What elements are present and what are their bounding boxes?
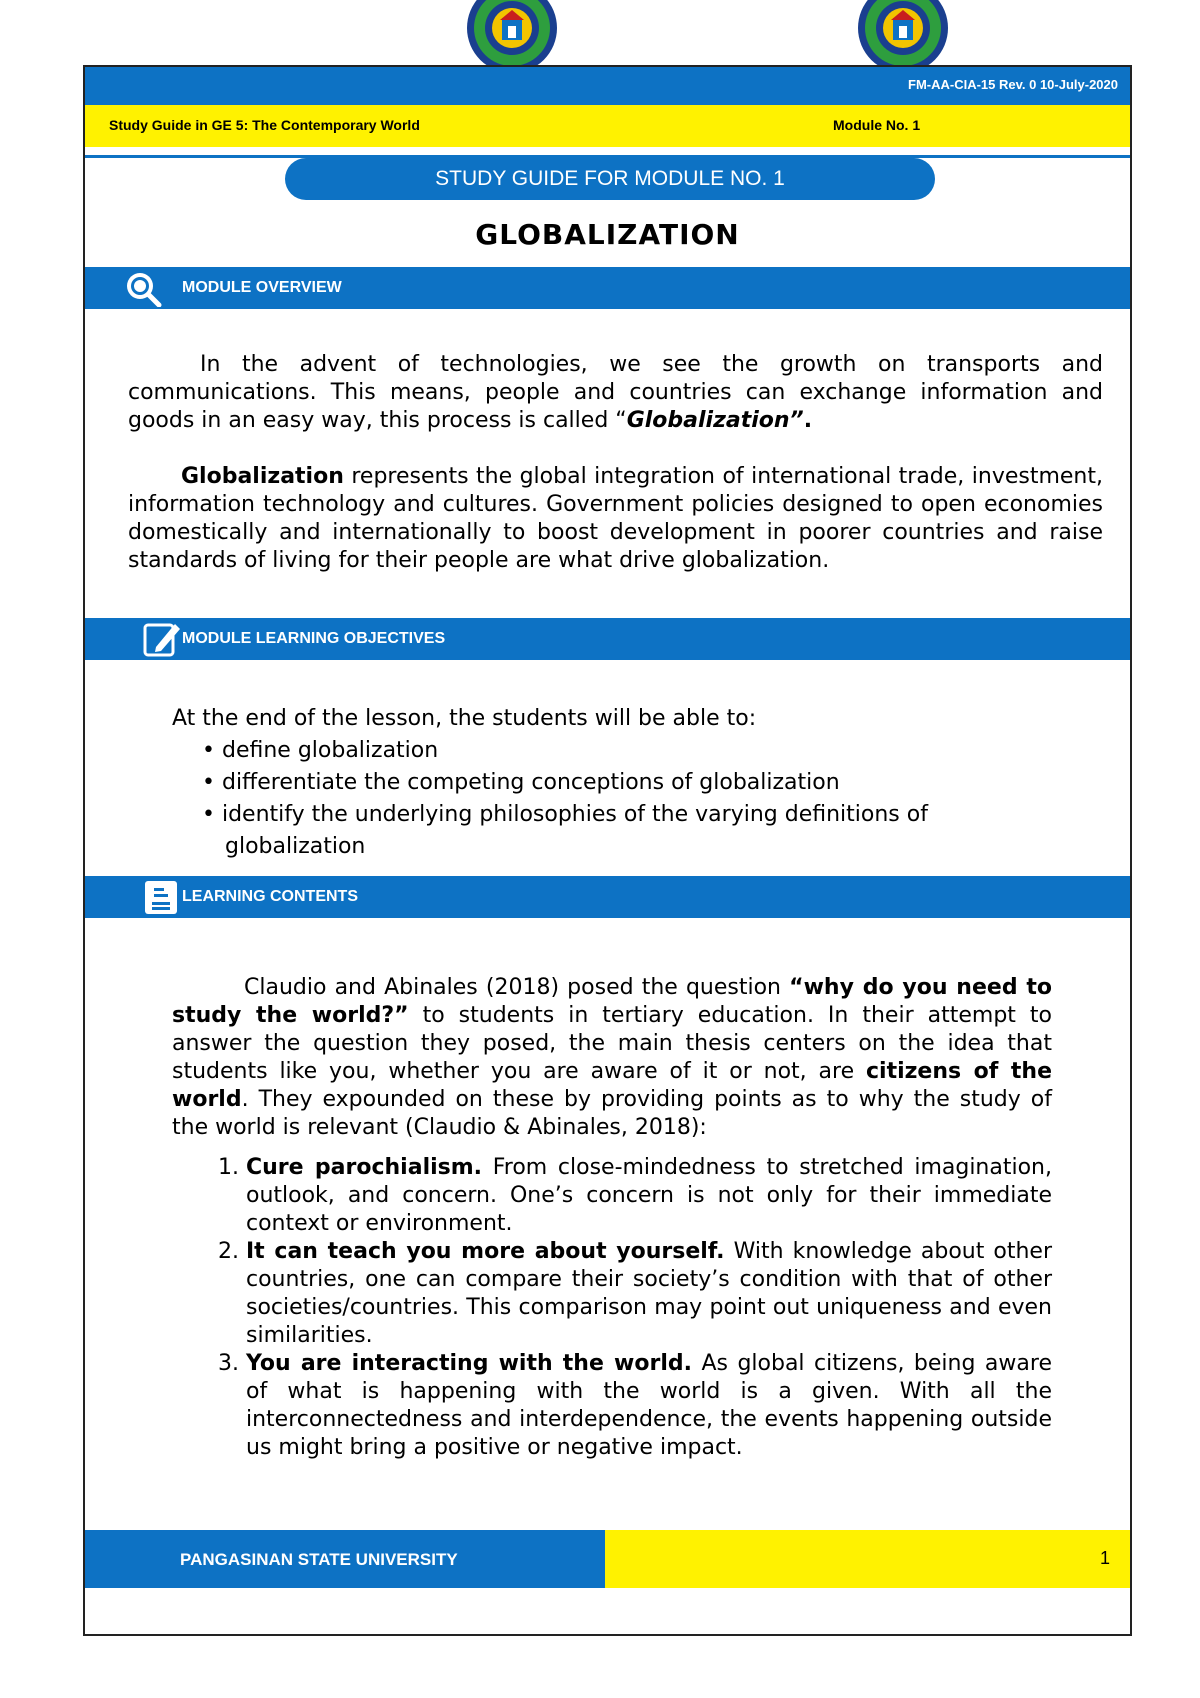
section-bar-contents <box>85 876 1130 918</box>
section-bar-objectives <box>85 618 1130 660</box>
contents-intro <box>172 974 1052 1142</box>
list-item <box>202 735 1072 767</box>
intro-citizens: citizens of the world <box>172 1059 1052 1112</box>
intro-text-b: to students in tertiary education. In their attempt to answer the question they posed, the main thesis centers on the idea that students like you, whether you are aware of it or not, are <box>172 1003 1053 1084</box>
list-item <box>202 799 1025 863</box>
form-code: FM-AA-CIA-15 Rev. 0 10-July-2020 <box>908 77 1118 92</box>
objective-text: define globalization <box>221 738 439 763</box>
section-label-contents: LEARNING CONTENTS <box>182 888 358 905</box>
page-number: 1 <box>1099 1548 1110 1568</box>
magnifier-icon <box>122 269 166 307</box>
list-item <box>246 1350 1052 1462</box>
header-bar <box>85 67 1130 105</box>
objective-text: differentiate the competing conceptions of globalization <box>221 770 840 795</box>
globalization-term: Globalization” <box>626 408 804 433</box>
globalization-bold: Globalization <box>181 464 344 489</box>
overview-paragraph-1 <box>128 351 1103 435</box>
document-icon <box>142 878 186 916</box>
objectives-intro: At the end of the lesson, the students will be able to: <box>172 706 757 731</box>
course-title: Study Guide in GE 5: The Contemporary World <box>109 117 420 133</box>
reason-text: As global citizens, being aware of what is happening with the world is a given. With all the interconnectedness and interdependence, the events happening outside us might bring a positive or negative impact. <box>246 1351 1052 1460</box>
overview-paragraph-2 <box>128 463 1103 575</box>
section-label-overview: MODULE OVERVIEW <box>182 279 342 296</box>
intro-question: “why do you need to study the world?” <box>172 975 1052 1028</box>
module-number: Module No. 1 <box>833 117 921 133</box>
objectives-block <box>172 703 1072 863</box>
pencil-edit-icon <box>142 620 186 658</box>
overview-period: . <box>803 408 813 433</box>
contents-block <box>172 974 1052 1462</box>
intro-text-a: Claudio and Abinales (2018) posed the question <box>244 975 790 1000</box>
course-bar <box>85 105 1130 147</box>
reason-text: With knowledge about other countries, one can compare their society’s condition with that of other societies/countries. This comparison may point out uniqueness and even similarities. <box>246 1239 1052 1348</box>
reason-title: It can teach you more about yourself. <box>246 1239 725 1264</box>
footer-university-bar <box>85 1530 605 1588</box>
university-seal-right <box>853 0 953 70</box>
objective-text: identify the underlying philosophies of the varying definitions of globalization <box>221 802 928 859</box>
reason-text: From close-mindedness to stretched imagination, outlook, and concern. One’s concern is not only for their immediate context or environment. <box>246 1155 1052 1236</box>
objectives-list <box>172 735 1072 863</box>
list-item <box>246 1238 1052 1350</box>
list-item <box>246 1154 1052 1238</box>
page-title: GLOBALIZATION <box>475 218 740 251</box>
footer-page-bar <box>605 1530 1130 1588</box>
reasons-list <box>172 1154 1052 1462</box>
university-name: PANGASINAN STATE UNIVERSITY <box>180 1550 458 1569</box>
list-item <box>202 767 1072 799</box>
university-seal-left <box>462 0 562 70</box>
intro-text-d: . They expounded on these by providing points as to why the study of the world is relevant (Claudio & Abinales, 2018): <box>172 1087 1052 1140</box>
reason-title: You are interacting with the world. <box>246 1351 692 1376</box>
reason-title: Cure parochialism. <box>246 1155 483 1180</box>
overview-text-2: represents the global integration of international trade, investment, information technology and cultures. Government policies designed to open economies domestically and internationally to boost development in poorer countries and raise standards of living for their people are what drive globalization. <box>128 464 1103 573</box>
overview-text-1: In the advent of technologies, we see the growth on transports and communications. This means, people and countries can exchange information and goods in an easy way, this process is called “ <box>128 352 1103 433</box>
study-guide-banner: STUDY GUIDE FOR MODULE NO. 1 <box>285 158 935 200</box>
section-label-objectives: MODULE LEARNING OBJECTIVES <box>182 630 446 647</box>
section-bar-overview <box>85 267 1130 309</box>
